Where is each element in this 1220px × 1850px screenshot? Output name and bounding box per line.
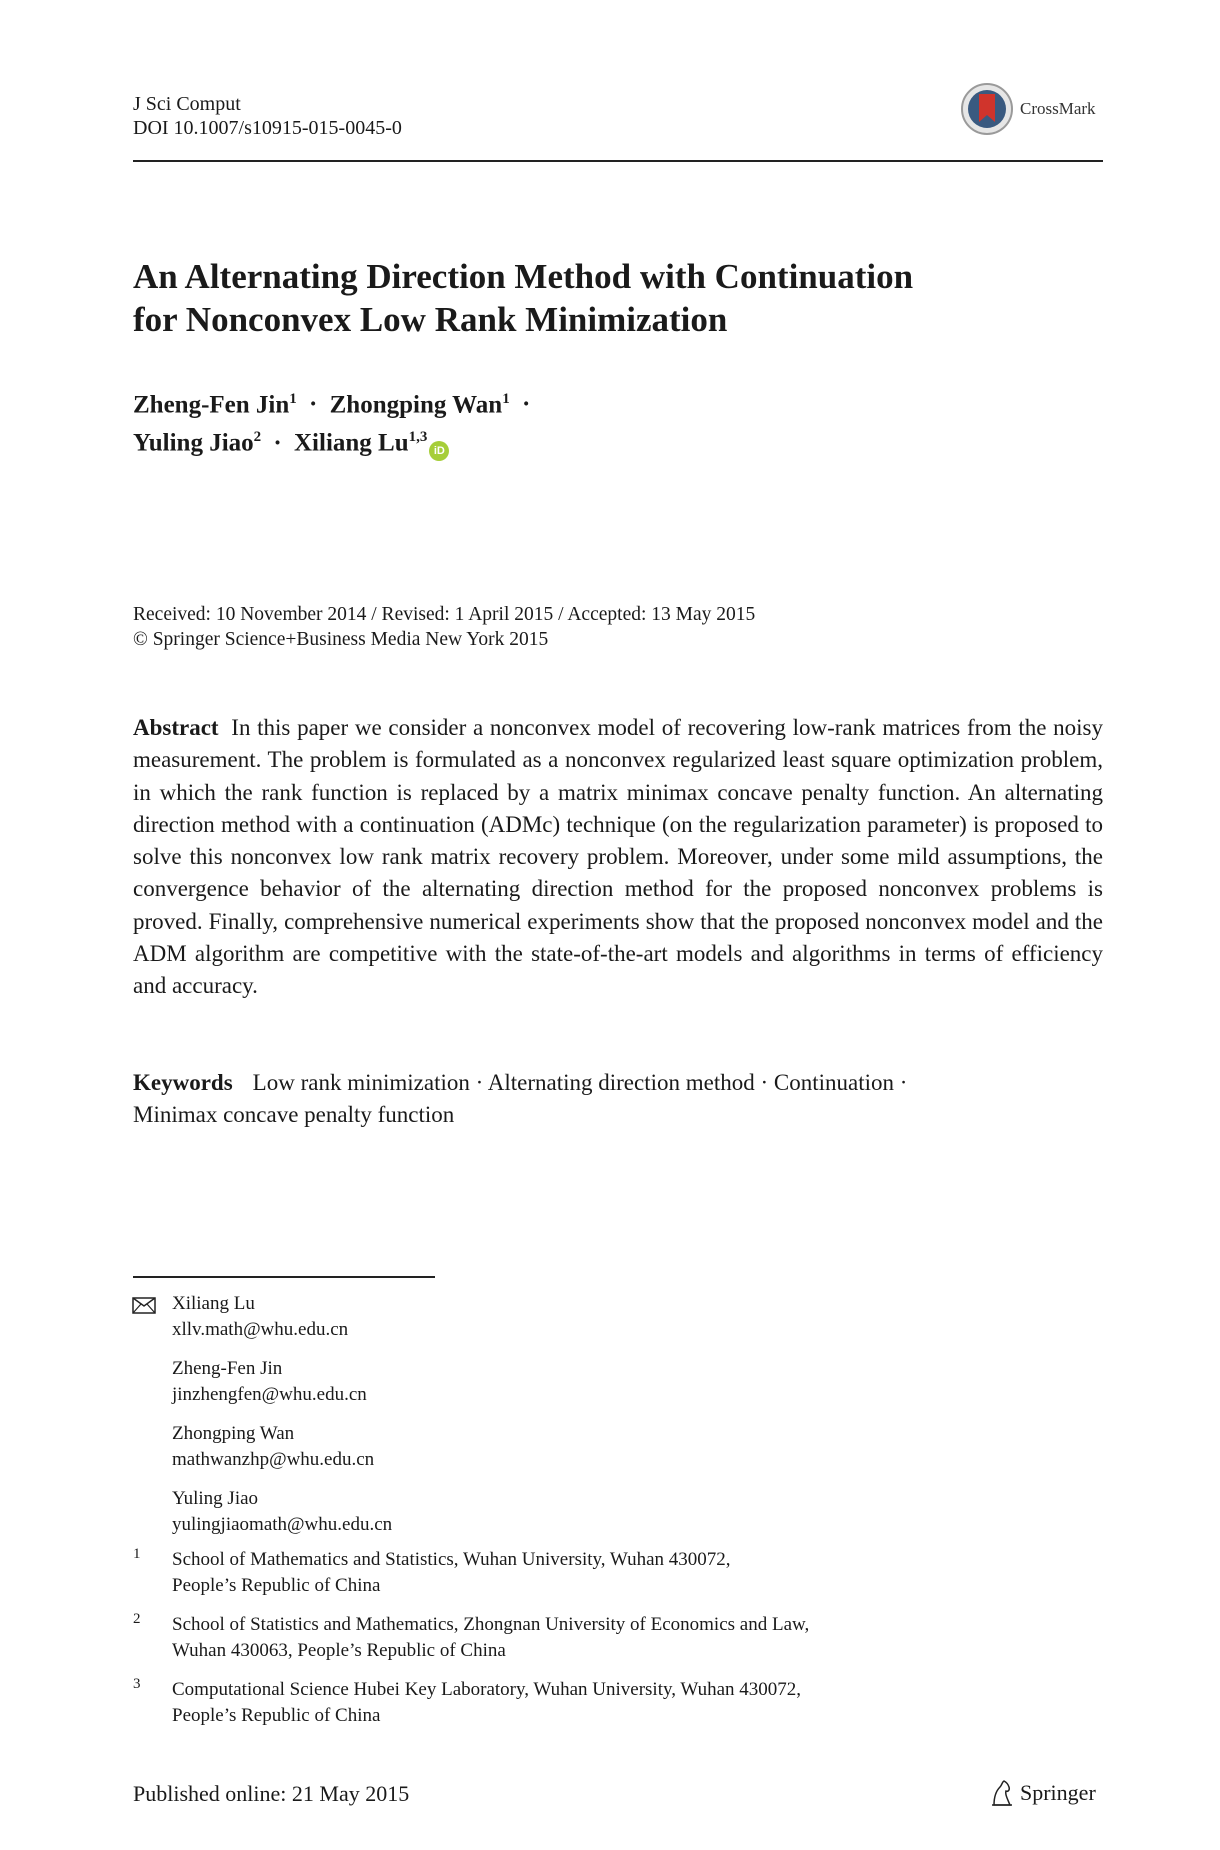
- doi[interactable]: DOI 10.1007/s10915-015-0045-0: [133, 117, 402, 139]
- affiliation-line-1: School of Statistics and Mathematics, Zhongnan University of Economics and Law,: [172, 1614, 810, 1635]
- contact-email[interactable]: yulingjiaomath@whu.edu.cn: [172, 1514, 393, 1535]
- author-affil-mark: 1: [502, 391, 510, 407]
- affiliation-line-2: People’s Republic of China: [172, 1575, 381, 1596]
- history-dates: Received: 10 November 2014 / Revised: 1 April 2015 / Accepted: 13 May 2015: [133, 604, 756, 625]
- keywords-line-2: Minimax concave penalty function: [133, 1102, 455, 1127]
- title-line-1: An Alternating Direction Method with Continuation: [133, 257, 914, 296]
- contact-item: [172, 1291, 392, 1343]
- publisher-name: Springer: [1020, 1780, 1096, 1805]
- abstract: [133, 712, 1103, 1003]
- contact-email[interactable]: jinzhengfen@whu.edu.cn: [172, 1384, 367, 1405]
- contact-name: Zheng-Fen Jin: [172, 1358, 283, 1379]
- crossmark-badge[interactable]: [960, 82, 1096, 136]
- header-rule: [133, 160, 1103, 162]
- footnote-rule: [133, 1276, 435, 1278]
- affiliation-number: 3: [133, 1676, 141, 1692]
- contact-name: Xiliang Lu: [172, 1293, 255, 1314]
- contact-item: [172, 1421, 392, 1473]
- keywords-line-1: Low rank minimization · Alternating direction method · Continuation ·: [252, 1070, 908, 1095]
- affiliation-item: [133, 1547, 1033, 1599]
- paper-title: [133, 255, 1033, 341]
- contact-email[interactable]: mathwanzhp@whu.edu.cn: [172, 1449, 375, 1470]
- crossmark-label: CrossMark: [1020, 99, 1096, 118]
- author-name[interactable]: Xiliang Lu: [294, 429, 409, 457]
- keywords: [133, 1067, 1103, 1131]
- contact-item: [172, 1486, 392, 1538]
- publication-dates: [133, 602, 755, 652]
- springer-logo: [990, 1779, 1096, 1807]
- author-affil-mark: 1,3: [408, 429, 428, 446]
- affiliation-number: 2: [133, 1611, 141, 1627]
- author-list: [133, 383, 1033, 461]
- title-line-2: for Nonconvex Low Rank Minimization: [133, 300, 728, 339]
- author-name[interactable]: Yuling Jiao: [133, 429, 254, 457]
- contact-name: Zhongping Wan: [172, 1423, 295, 1444]
- springer-horse-icon: [990, 1779, 1014, 1807]
- affiliation-line-2: Wuhan 430063, People’s Republic of China: [172, 1640, 506, 1661]
- author-separator: ·: [521, 391, 531, 419]
- author-affil-mark: 1: [289, 391, 297, 407]
- keywords-label: Keywords: [133, 1070, 233, 1095]
- affiliation-line-2: People’s Republic of China: [172, 1705, 381, 1726]
- abstract-label: Abstract: [133, 715, 219, 740]
- contact-name: Yuling Jiao: [172, 1488, 259, 1509]
- affiliation-line-1: School of Mathematics and Statistics, Wuhan University, Wuhan 430072,: [172, 1549, 731, 1570]
- affiliation-item: [133, 1677, 1033, 1729]
- published-online: Published online: 21 May 2015: [133, 1781, 410, 1806]
- author-affil-mark: 2: [253, 429, 262, 446]
- author-separator: ·: [309, 391, 318, 419]
- contact-list: [172, 1291, 392, 1551]
- affiliation-list: [133, 1547, 1033, 1742]
- affiliation-line-1: Computational Science Hubei Key Laboratory, Wuhan University, Wuhan 430072,: [172, 1679, 802, 1700]
- author-name[interactable]: Zheng-Fen Jin: [133, 391, 290, 419]
- contact-item: [172, 1356, 392, 1408]
- affiliation-number: 1: [133, 1546, 141, 1562]
- contact-email[interactable]: xllv.math@whu.edu.cn: [172, 1319, 349, 1340]
- orcid-icon[interactable]: iD: [429, 441, 449, 461]
- author-name[interactable]: Zhongping Wan: [329, 391, 503, 419]
- journal-header: [133, 92, 402, 140]
- author-separator: ·: [273, 429, 282, 457]
- crossmark-icon: [960, 82, 1014, 136]
- copyright: © Springer Science+Business Media New York 2015: [133, 629, 549, 650]
- affiliation-item: [133, 1612, 1033, 1664]
- envelope-icon: [132, 1297, 156, 1314]
- journal-name: J Sci Comput: [133, 93, 241, 115]
- abstract-text: In this paper we consider a nonconvex model of recovering low-rank matrices from the noisy measurement. The problem is formulated as a nonconvex regularized least square optimization problem, in which the rank function is replaced by a matrix minimax concave penalty function. An alternating direction method with a continuation (ADMc) technique (on the regularization parameter) is proposed to solve this nonconvex low rank matrix recovery problem. Moreover, under some mild assumptions, the convergence behavior of the alternating direction method for the proposed nonconvex problems is proved. Finally, comprehensive numerical experiments show that the proposed nonconvex model and the ADM algorithm are competitive with the state-of-the-art models and algorithms in terms of efficiency and accuracy.: [133, 715, 1104, 999]
